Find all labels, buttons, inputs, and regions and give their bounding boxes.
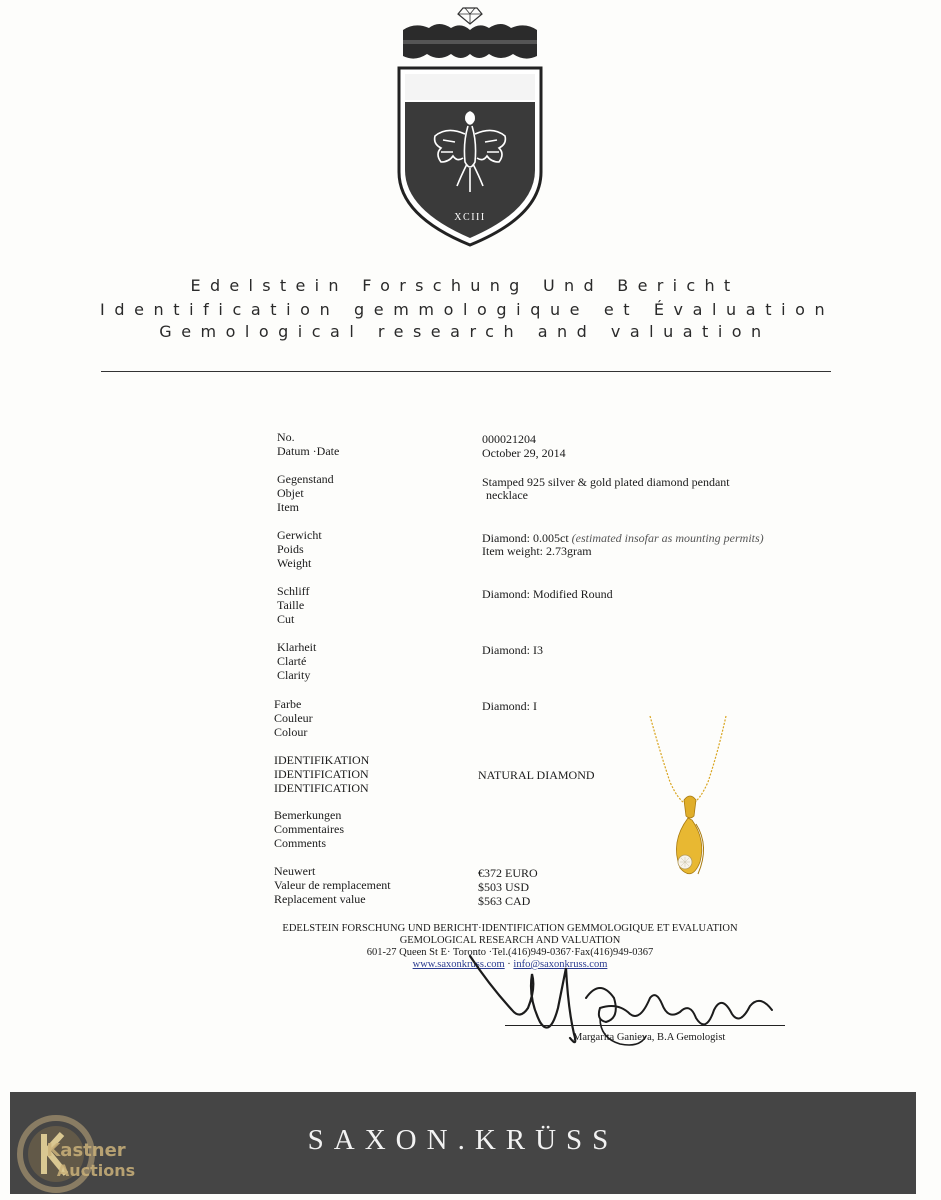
- brand-name: SAXON.KRÜSS: [307, 1124, 619, 1156]
- header-rule: [101, 371, 831, 372]
- clarity-label-en: Clarity: [277, 668, 311, 682]
- value-euro: €372 EURO: [478, 866, 538, 880]
- item-label-de: Gegenstand: [277, 472, 334, 486]
- diamond-icon: [458, 8, 482, 24]
- colour-value: Diamond: I: [482, 699, 537, 713]
- value-label-de: Neuwert: [274, 864, 316, 878]
- diamond-weight: Diamond: 0.005ct: [482, 531, 569, 545]
- item-value-cont: necklace: [486, 488, 528, 502]
- email-link[interactable]: info@saxonkruss.com: [513, 959, 608, 970]
- no-value: 000021204: [482, 432, 536, 446]
- weight-value: [482, 531, 764, 545]
- colour-label-en: Colour: [274, 725, 308, 739]
- signature-line: [505, 1025, 785, 1026]
- footer-contacts: www.saxonkruss.com · info@saxonkruss.com: [412, 959, 608, 970]
- footer-address: 601-27 Queen St E· Toronto ·Tel.(416)949-0367·Fax(416)949-0367: [366, 947, 654, 958]
- crest-numeral: XCIII: [454, 212, 486, 223]
- ident-label-de: IDENTIFIKATION: [274, 753, 370, 767]
- header-line-english: Gemological research and valuation: [159, 322, 771, 341]
- date-value: October 29, 2014: [482, 446, 566, 460]
- weight-label-de: Gerwicht: [277, 528, 322, 542]
- weight-label-fr: Poids: [277, 542, 304, 556]
- cut-label-fr: Taille: [277, 598, 305, 612]
- item-label-fr: Objet: [277, 486, 304, 500]
- value-label-en: Replacement value: [274, 892, 366, 906]
- weight-note: (estimated insofar as mounting permits): [571, 531, 764, 545]
- date-label: Datum ·Date: [277, 444, 340, 458]
- comments-label-de: Bemerkungen: [274, 808, 342, 822]
- cut-label-de: Schliff: [277, 584, 310, 598]
- ident-label-en: IDENTIFICATION: [274, 781, 369, 795]
- ornament-band: [403, 24, 537, 59]
- header-line-german: Edelstein Forschung Und Bericht: [190, 276, 740, 295]
- ident-label-fr: IDENTIFICATION: [274, 767, 369, 781]
- cut-label-en: Cut: [277, 612, 295, 626]
- watermark-logo: [14, 1112, 136, 1196]
- brand-bar: [10, 1092, 916, 1194]
- footer-tagline: GEMOLOGICAL RESEARCH AND VALUATION: [399, 935, 621, 946]
- cut-value: Diamond: Modified Round: [482, 587, 613, 601]
- value-label-fr: Valeur de remplacement: [274, 878, 391, 892]
- colour-label-de: Farbe: [274, 697, 302, 711]
- header-line-french: Identification gemmologique et Évaluation: [100, 300, 835, 319]
- comments-label-en: Comments: [274, 836, 327, 850]
- no-label: No.: [277, 430, 295, 444]
- website-link[interactable]: www.saxonkruss.com: [412, 959, 505, 970]
- watermark-text-2: Auctions: [56, 1161, 136, 1180]
- clarity-label-de: Klarheit: [277, 640, 317, 654]
- ident-value: NATURAL DIAMOND: [478, 768, 595, 782]
- signer-name: Margarita Ganieva, B.A Gemologist: [573, 1032, 726, 1043]
- item-label-en: Item: [277, 500, 299, 514]
- item-value: Stamped 925 silver & gold plated diamond pendant: [482, 475, 730, 489]
- clarity-value: Diamond: I3: [482, 643, 543, 657]
- comments-label-fr: Commentaires: [274, 822, 344, 836]
- crest-emblem: [395, 2, 545, 248]
- item-weight: Item weight: 2.73gram: [482, 544, 592, 558]
- colour-label-fr: Couleur: [274, 711, 313, 725]
- value-cad: $563 CAD: [478, 894, 531, 908]
- value-usd: $503 USD: [478, 880, 530, 894]
- weight-label-en: Weight: [277, 556, 312, 570]
- footer-company: EDELSTEIN FORSCHUNG UND BERICHT·IDENTIFICATION GEMMOLOGIQUE ET EVALUATION: [282, 923, 738, 934]
- pendant-image: [640, 712, 740, 887]
- clarity-label-fr: Clarté: [277, 654, 307, 668]
- watermark-text-1: Kastner: [46, 1140, 126, 1161]
